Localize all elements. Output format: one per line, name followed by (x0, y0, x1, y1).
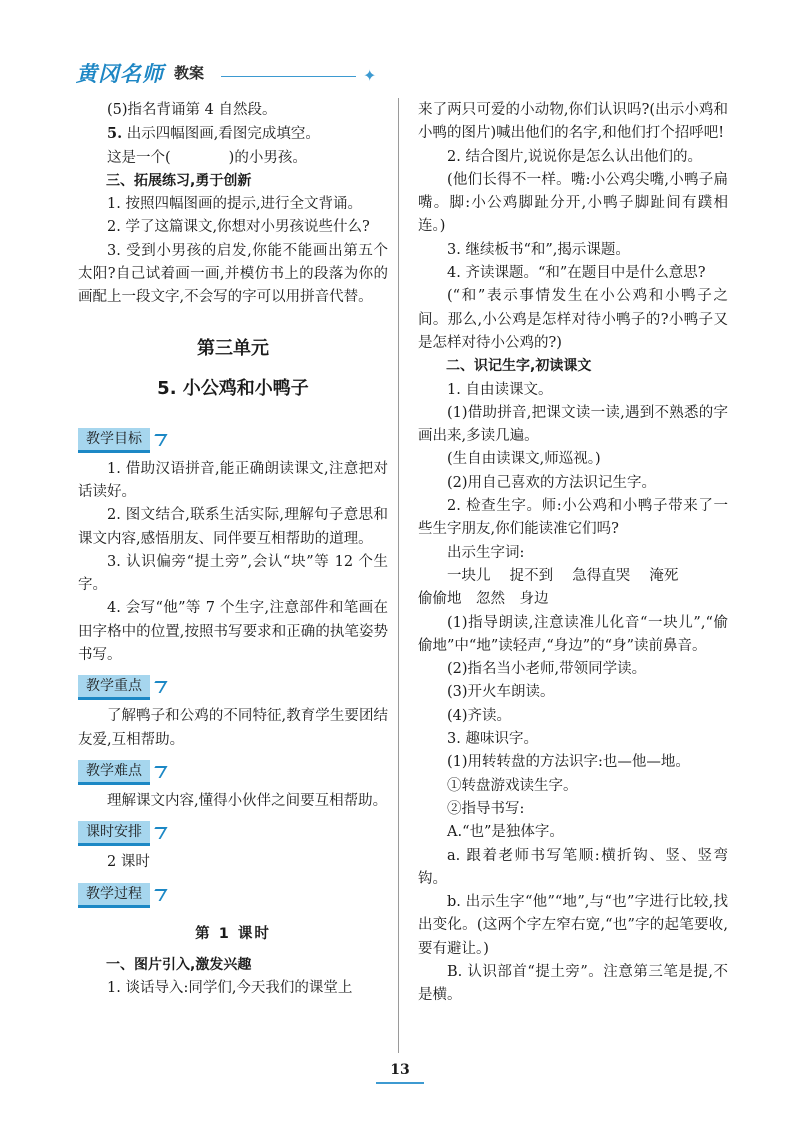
text-paragraph: b. 出示生字“他”“地”,与“也”字进行比较,找出变化。(这两个字左窄右宽,“也”字的起笔要收,要有避让。) (418, 894, 728, 957)
text-line: 1. 自由读课文。 (447, 381, 553, 398)
text-line: 这是一个( )的小男孩。 (107, 149, 307, 166)
tag-teaching-process: 教学过程 (78, 883, 150, 908)
session-title: 第 1 课时 (195, 925, 271, 942)
right-column (418, 99, 728, 1008)
text-line: ②指导书写: (447, 800, 525, 817)
column-divider (398, 98, 399, 1053)
vocab-words: 偷偷地 忽然 身边 (418, 591, 549, 608)
goal-item: 1. 借助汉语拼音,能正确朗读课文,注意把对话读好。 (78, 460, 388, 500)
tag-teaching-goals: 教学目标 (78, 428, 150, 453)
tag-schedule: 课时安排 (78, 821, 150, 846)
sparkle-icon: ✦ (363, 66, 377, 85)
text-line: 2. 学了这篇课文,你想对小男孩说些什么? (107, 219, 370, 236)
vocab-words: 一块儿 捉不到 急得直哭 淹死 (447, 567, 679, 584)
text-paragraph: 3. 受到小男孩的启发,你能不能画出第五个太阳?自己试着画一画,并模仿书上的段落为你的画配上一段文字,不会写的字可以用拼音代替。 (78, 242, 388, 306)
text-line-body: 出示四幅图画,看图完成填空。 (126, 126, 320, 143)
text-line: 5. 出示四幅图画,看图完成填空。 (107, 125, 320, 143)
text-line: 1. 按照四幅图画的提示,进行全文背诵。 (107, 196, 363, 213)
goal-item: 3. 认识偏旁“提土旁”,会认“块”等 12 个生字。 (78, 553, 388, 594)
text-line: A.“也”是独体字。 (447, 824, 564, 841)
text-paragraph: B. 认识部首“提土旁”。注意第三笔是提,不是横。 (418, 963, 728, 1004)
focus-text: 了解鸭子和公鸡的不同特征,教育学生要团结友爱,互相帮助。 (78, 708, 388, 748)
text-line: 出示生字词: (447, 544, 525, 561)
goal-item: 2. 图文结合,联系生活实际,理解句子意思和课文内容,感悟朋友、同伴要互相帮助的道理。 (78, 507, 388, 547)
section-heading: 三、拓展练习,勇于创新 (106, 172, 252, 189)
section-heading: 一、图片引入,激发兴趣 (106, 956, 252, 973)
text-paragraph: a. 跟着老师书写笔顺:横折钩、竖、竖弯钩。 (418, 847, 728, 887)
text-line: (4)齐读。 (447, 707, 512, 724)
brand-subtitle: 教案 (174, 64, 205, 82)
tag-teaching-difficulty: 教学难点 (78, 760, 150, 785)
header-rule (221, 76, 356, 77)
page-number: 13 (390, 1062, 410, 1078)
text-paragraph: 2. 检查生字。师:小公鸡和小鸭子带来了一些生字朋友,你们能读准它们吗? (418, 498, 728, 538)
text-paragraph: (1)指导朗读,注意读准儿化音“一块儿”,“偷偷地”中“地”读轻声,“身边”的“身”读前鼻音。 (418, 614, 728, 654)
brand-logo-text: 黄冈名师 (76, 62, 164, 86)
difficulty-text: 理解课文内容,懂得小伙伴之间要互相帮助。 (107, 792, 388, 809)
text-line: (5)指名背诵第 4 自然段。 (107, 102, 277, 118)
text-line: (1)用转转盘的方法识字:也—他—地。 (447, 754, 690, 771)
text-paragraph: 来了两只可爱的小动物,你们认识吗?(出示小鸡和小鸭的图片)喊出他们的名字,和他们打个招呼吧! (418, 102, 728, 142)
text-line: (2)指名当小老师,带领同学读。 (447, 661, 647, 678)
text-paragraph: (他们长得不一样。嘴:小公鸡尖嘴,小鸭子扁嘴。脚:小公鸡脚趾分开,小鸭子脚趾间有蹼相连。) (418, 171, 728, 235)
text-line: 3. 趣味识字。 (447, 731, 538, 748)
tag-teaching-focus: 教学重点 (78, 675, 150, 700)
schedule-text: 2 课时 (107, 854, 150, 871)
page-header (76, 58, 377, 88)
goal-item: 4. 会写“他”等 7 个生字,注意部件和笔画在田字格中的位置,按照书写要求和正确的执笔姿势书写。 (78, 600, 388, 664)
lesson-title: 5. 小公鸡和小鸭子 (157, 377, 309, 399)
text-line: (2)用自己喜欢的方法识记生字。 (447, 474, 657, 491)
unit-title: 第三单元 (197, 337, 269, 359)
text-line: ①转盘游戏读生字。 (447, 777, 578, 794)
page-number-rule (376, 1082, 424, 1084)
text-paragraph: (1)借助拼音,把课文读一读,遇到不熟悉的字画出来,多读几遍。 (418, 404, 728, 445)
text-line: (3)开火车朗读。 (447, 684, 555, 701)
section-heading: 二、识记生字,初读课文 (446, 358, 592, 375)
text-line: (生自由读课文,师巡视。) (447, 451, 601, 468)
left-column (78, 99, 388, 1000)
text-paragraph: (“和”表示事情发生在小公鸡和小鸭子之间。那么,小公鸡是怎样对待小鸭子的?小鸭子又是怎样对待小公鸡的?) (418, 288, 728, 351)
text-line: 1. 谈话导入:同学们,今天我们的课堂上 (107, 980, 353, 997)
text-line: 4. 齐读课题。“和”在题目中是什么意思? (447, 265, 706, 282)
text-line: 3. 继续板书“和”,揭示课题。 (447, 241, 630, 258)
text-line: 2. 结合图片,说说你是怎么认出他们的。 (447, 148, 703, 165)
